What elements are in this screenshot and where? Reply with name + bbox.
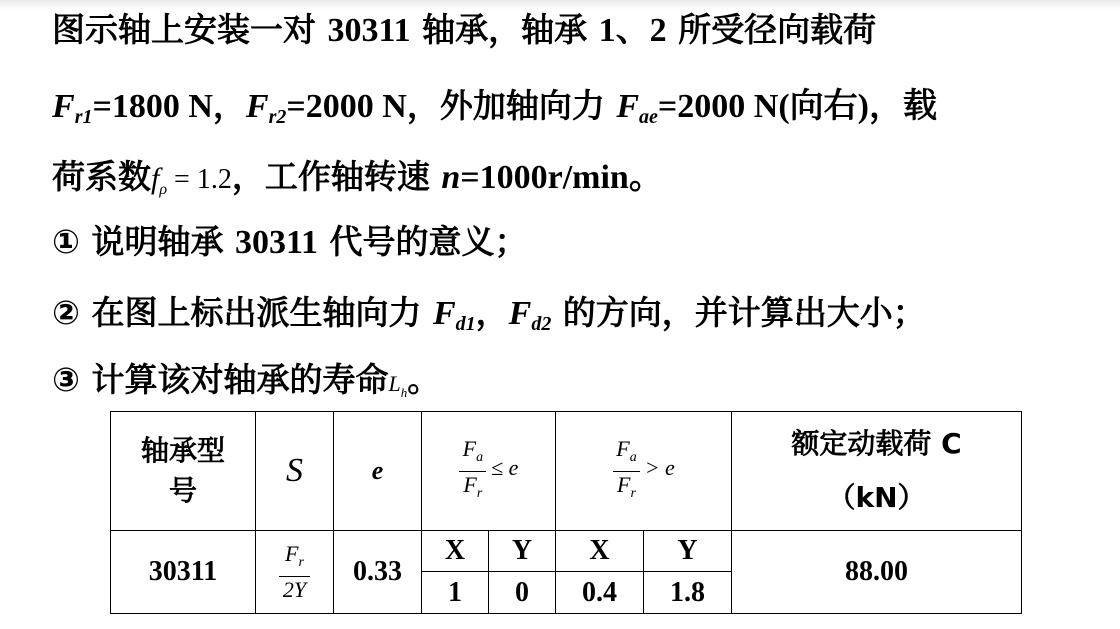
header-ratio-gt-e: $\frac{F_a}{F_r}$ > e bbox=[556, 412, 732, 531]
load-factor: fρ = 1.2 bbox=[151, 162, 232, 198]
header-e: e bbox=[334, 412, 422, 531]
cell-model: 30311 bbox=[111, 531, 256, 614]
fr1-label: $F_{r1}=1800$ N bbox=[52, 88, 213, 128]
cell-capacity: 88.00 bbox=[732, 531, 1022, 614]
question-3: ③ 计算该对轴承的寿命Lh。 bbox=[52, 360, 441, 400]
header-model: 轴承型号 bbox=[111, 412, 256, 531]
question-1: ① 说明轴承 30311 代号的意义； bbox=[52, 222, 528, 261]
question-2: ② 在图上标出派生轴向力 $F_{d1}$，$F_{d2}$ 的方向，并计算出大小； bbox=[52, 293, 926, 335]
bearing-parameter-table bbox=[110, 411, 1022, 614]
speed: n=1000r/min。 bbox=[441, 159, 663, 196]
cell-s-formula: $\frac{F_r}{2Y}$ bbox=[256, 531, 334, 614]
problem-line-3: 荷系数fρ = 1.2，工作轴转速 n=1000r/min。 bbox=[52, 157, 663, 198]
cell-gt-x-label: X bbox=[556, 531, 644, 572]
cell-gt-x: 0.4 bbox=[556, 572, 644, 614]
cell-le-y: 0 bbox=[489, 572, 556, 614]
cell-gt-y-label: Y bbox=[644, 531, 732, 572]
header-s: S bbox=[256, 412, 334, 531]
bearing-code: 30311 bbox=[327, 12, 411, 49]
header-ratio-le-e: $\frac{F_a}{F_r}$ ≤ e bbox=[422, 412, 556, 531]
cell-e: 0.33 bbox=[334, 531, 422, 614]
cell-le-y-label: Y bbox=[489, 531, 556, 572]
circled-2-marker: ② bbox=[52, 293, 80, 332]
fr2-label: $F_{r2}=2000$ N bbox=[245, 88, 407, 128]
bearing-ids: 1、2 bbox=[598, 12, 667, 49]
cell-le-x: 1 bbox=[422, 572, 489, 614]
header-capacity: 额定动载荷 C （kN） bbox=[732, 412, 1022, 531]
cell-le-x-label: X bbox=[422, 531, 489, 572]
circled-1-marker: ① bbox=[52, 222, 80, 261]
problem-line-2: $F_{r1}=1800$ N，$F_{r2}=2000$ N，外加轴向力 $F_{ae}=2000$ N(向右)，载 bbox=[52, 86, 937, 128]
cell-gt-y: 1.8 bbox=[644, 572, 732, 614]
circled-3-marker: ③ bbox=[52, 360, 80, 399]
fae-label: $F_{ae}=2000$ N(向右)，载 bbox=[616, 88, 937, 128]
problem-line-1: 图示轴上安装一对 30311 轴承，轴承 1、2 所受径向载荷 bbox=[52, 10, 877, 49]
